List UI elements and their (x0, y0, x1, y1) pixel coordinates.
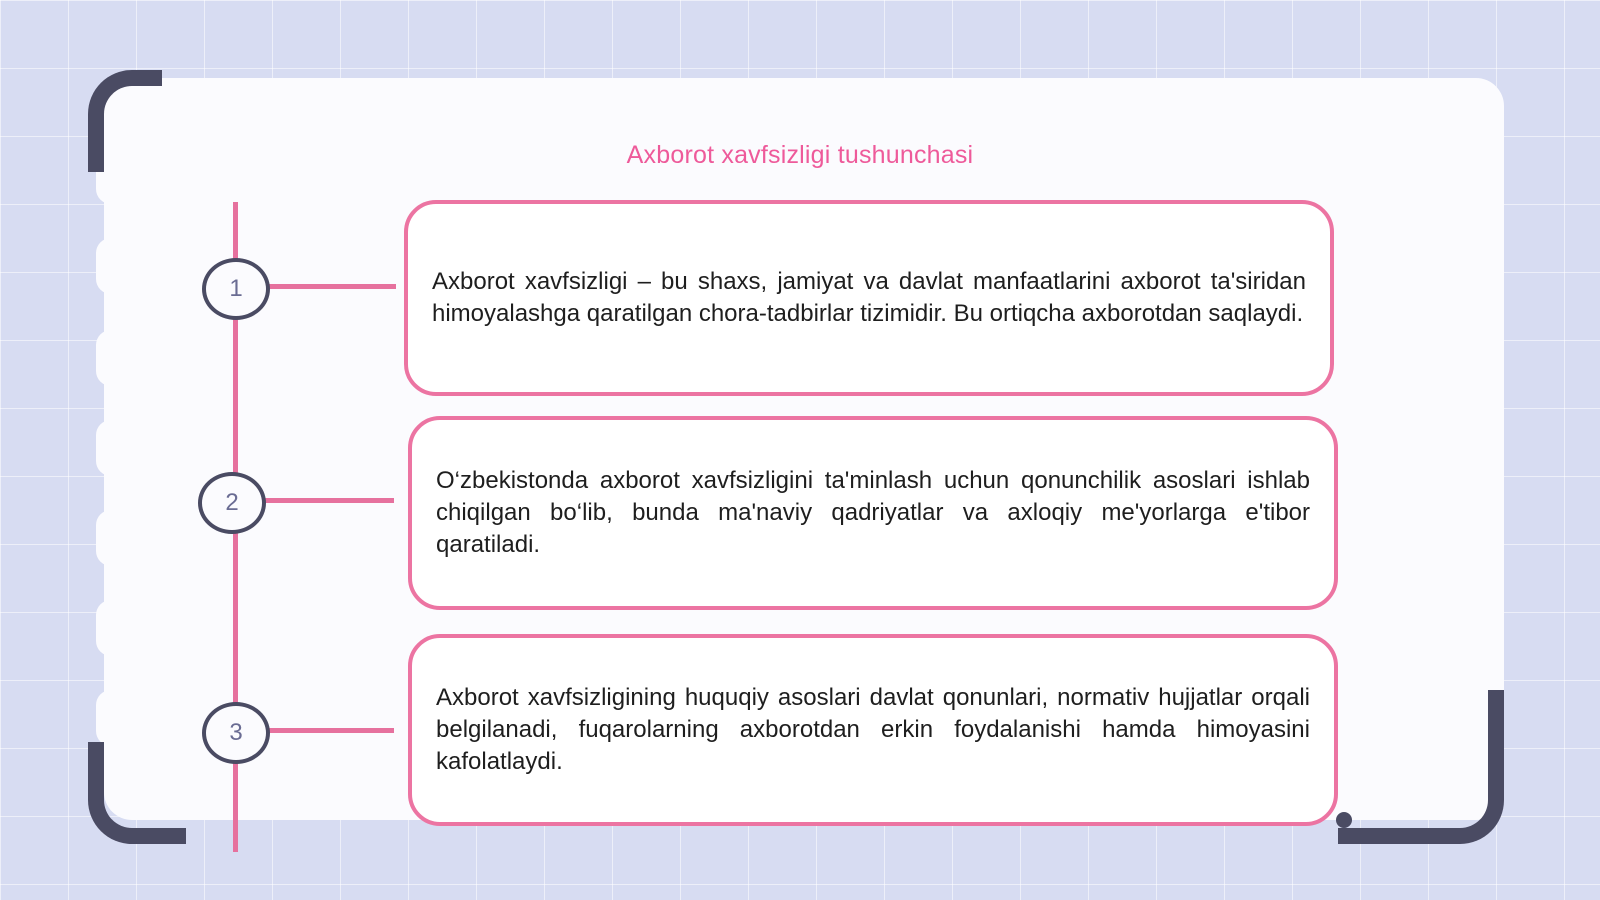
notebook-tab (96, 510, 126, 566)
step-number-badge: 3 (202, 702, 270, 764)
notebook-tab (96, 600, 126, 656)
step-number-badge: 1 (202, 258, 270, 320)
step-connector (268, 284, 396, 289)
frame-corner-bottom-right (1338, 690, 1504, 844)
step-text: Axborot xavfsizligi – bu shaxs, jamiyat va davlat manfaatlarini axborot ta'siridan himoyalashga qaratilgan chora-tadbirlar tizimidir. Bu ortiqcha axborotdan saqlaydi. (432, 268, 1306, 327)
frame-corner-cap (1336, 812, 1352, 828)
step-connector (268, 728, 394, 733)
frame-corner-bottom-left (88, 742, 186, 844)
notebook-tab (96, 238, 126, 294)
step-connector (264, 498, 394, 503)
step-card (404, 200, 1334, 396)
step-text: Axborot xavfsizligining huquqiy asoslari davlat qonunlari, normativ hujjatlar orqali belgilanadi, fuqarolarning axborotdan erkin foydalanishi hamda himoyasini kafolatlaydi. (436, 684, 1310, 775)
slide-title: Axborot xavfsizligi tushunchasi (626, 140, 974, 169)
notebook-tab (96, 330, 126, 386)
step-text: O‘zbekistonda axborot xavfsizligini ta'minlash uchun qonunchilik asoslari ishlab chiqilgan bo‘lib, bunda ma'naviy qadriyatlar va axloqiy me'yorlarga e'tibor qaratiladi. (436, 467, 1310, 558)
notebook-tab (96, 420, 126, 476)
notebook-tab (96, 690, 126, 746)
step-card (408, 416, 1338, 610)
step-card (408, 634, 1338, 826)
step-number-badge: 2 (198, 472, 266, 534)
